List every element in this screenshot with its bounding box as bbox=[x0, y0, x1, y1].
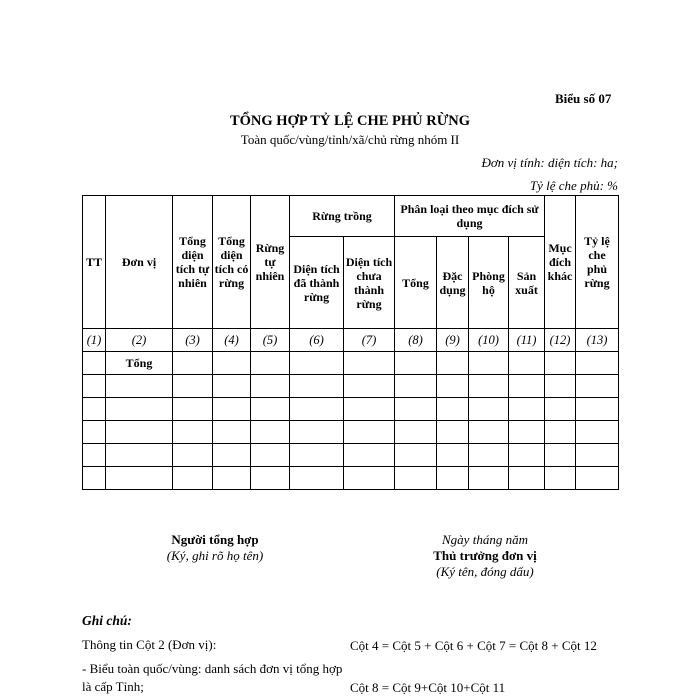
page-subtitle: Toàn quốc/vùng/tỉnh/xã/chủ rừng nhóm II bbox=[240, 132, 460, 147]
note-formula-2: Cột 8 = Cột 9+Cột 10+Cột 11 bbox=[350, 680, 506, 695]
note-col2-detail: - Biểu toàn quốc/vùng: danh sách đơn vị tổng hợp là cấp Tỉnh; bbox=[82, 661, 343, 694]
column-number: (1) bbox=[83, 329, 106, 352]
signer-title-right: Thủ trưởng đơn vị bbox=[433, 548, 537, 563]
column-number: (13) bbox=[576, 329, 619, 352]
table-cell bbox=[576, 352, 619, 375]
table-cell bbox=[395, 352, 437, 375]
table-cell bbox=[213, 352, 251, 375]
table-cell bbox=[173, 352, 213, 375]
table-cell bbox=[469, 352, 509, 375]
column-number: (3) bbox=[173, 329, 213, 352]
note-formula-1: Cột 4 = Cột 5 + Cột 6 + Cột 7 = Cột 8 + Cột 12 bbox=[350, 638, 597, 653]
header-muc-dich-khac: Mục đích khác bbox=[545, 196, 576, 329]
column-number: (9) bbox=[437, 329, 469, 352]
column-number: (11) bbox=[509, 329, 545, 352]
signature-left bbox=[140, 532, 290, 564]
header-san-xuat: Sản xuất bbox=[509, 237, 545, 329]
header-ty-le-che-phu: Tỷ lệ che phủ rừng bbox=[576, 196, 619, 329]
header-tong-dt-co-rung: Tổng diện tích có rừng bbox=[213, 196, 251, 329]
coverage-table bbox=[82, 195, 619, 490]
header-phong-ho: Phòng hộ bbox=[469, 237, 509, 329]
table-cell bbox=[545, 352, 576, 375]
table-cell bbox=[437, 352, 469, 375]
notes-heading: Ghi chú: bbox=[82, 613, 132, 628]
table-row bbox=[83, 398, 619, 421]
table-row-total bbox=[83, 352, 619, 375]
note-col2-info: Thông tin Cột 2 (Đơn vị): bbox=[82, 637, 217, 652]
signature-right bbox=[395, 532, 575, 580]
unit-ratio: Tỷ lệ che phủ: % bbox=[529, 178, 618, 193]
signer-title-left: Người tổng hợp bbox=[171, 532, 259, 547]
column-number: (8) bbox=[395, 329, 437, 352]
header-tt: TT bbox=[83, 196, 106, 329]
table-row bbox=[83, 467, 619, 490]
header-phan-loai: Phân loại theo mục đích sử dụng bbox=[395, 196, 545, 237]
column-number: (6) bbox=[290, 329, 344, 352]
form-number: Biểu số 07 bbox=[555, 91, 612, 106]
total-row-label: Tổng bbox=[106, 352, 173, 375]
table-cell bbox=[344, 352, 395, 375]
header-rung-trong: Rừng trồng bbox=[290, 196, 395, 237]
column-number: (12) bbox=[545, 329, 576, 352]
header-dt-chua-thanh-rung: Diện tích chưa thành rừng bbox=[344, 237, 395, 329]
column-number: (5) bbox=[251, 329, 290, 352]
header-rung-tu-nhien: Rừng tự nhiên bbox=[251, 196, 290, 329]
column-number-row bbox=[83, 329, 619, 352]
table-row bbox=[83, 421, 619, 444]
column-number: (7) bbox=[344, 329, 395, 352]
signature-date: Ngày tháng năm bbox=[442, 532, 528, 547]
header-dt-thanh-rung: Diện tích đã thành rừng bbox=[290, 237, 344, 329]
table-cell bbox=[83, 352, 106, 375]
table-cell bbox=[509, 352, 545, 375]
column-number: (4) bbox=[213, 329, 251, 352]
table-row bbox=[83, 375, 619, 398]
unit-area: Đơn vị tính: diện tích: ha; bbox=[481, 155, 618, 170]
table-cell bbox=[251, 352, 290, 375]
header-tong-dt-tu-nhien: Tổng diện tích tự nhiên bbox=[173, 196, 213, 329]
signer-note-left: (Ký, ghi rõ họ tên) bbox=[166, 548, 264, 563]
column-number: (2) bbox=[106, 329, 173, 352]
table-row bbox=[83, 444, 619, 467]
header-tong: Tổng bbox=[395, 237, 437, 329]
header-dac-dung: Đặc dụng bbox=[437, 237, 469, 329]
header-don-vi: Đơn vị bbox=[106, 196, 173, 329]
table-cell bbox=[290, 352, 344, 375]
page-title: TỔNG HỢP TỶ LỆ CHE PHỦ RỪNG bbox=[229, 113, 471, 129]
signer-note-right: (Ký tên, đóng dấu) bbox=[436, 564, 534, 579]
column-number: (10) bbox=[469, 329, 509, 352]
